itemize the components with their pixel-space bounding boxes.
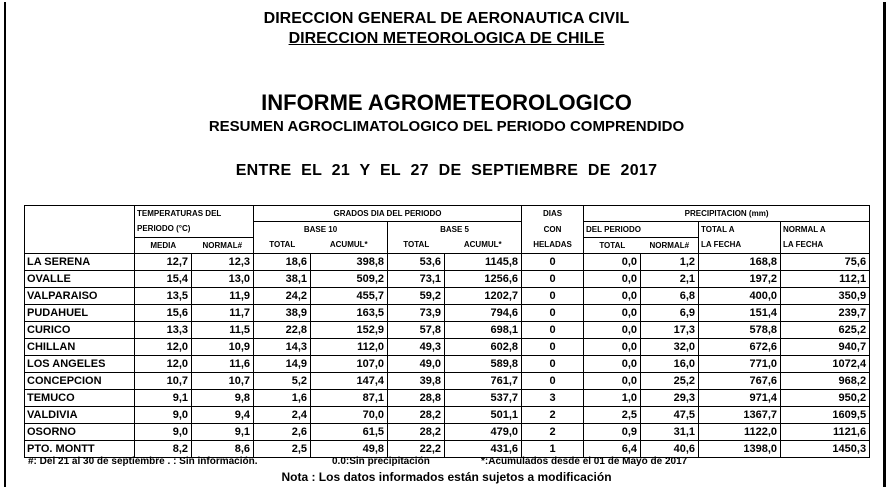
header-precip-normal: NORMAL# [641, 238, 699, 254]
header-frost-line3: HELADAS [522, 238, 584, 254]
base5-acumul-cell: 794,6 [445, 305, 522, 322]
table-row [25, 339, 870, 356]
frost-days-cell: 0 [522, 288, 584, 305]
normal-a-la-fecha-cell: 1609,5 [781, 407, 870, 424]
header-base10: BASE 10 [254, 222, 388, 238]
temp-media-cell: 9,0 [135, 407, 192, 424]
base10-acumul-cell: 49,8 [311, 441, 388, 458]
base5-acumul-cell: 501,1 [445, 407, 522, 424]
temp-normal-cell: 11,6 [192, 356, 254, 373]
header-base5: BASE 5 [388, 222, 522, 238]
temp-normal-cell: 11,9 [192, 288, 254, 305]
header-del-periodo: DEL PERIODO [584, 222, 699, 238]
header-temp-media: MEDIA [135, 238, 192, 254]
base10-total-cell: 24,2 [254, 288, 311, 305]
table-row [25, 254, 870, 271]
legend-accumulated-note: *:Acumulados desde el 01 de Mayo de 2017 [481, 456, 688, 467]
temp-media-cell: 9,1 [135, 390, 192, 407]
table-row [25, 390, 870, 407]
base5-acumul-cell: 589,8 [445, 356, 522, 373]
base10-total-cell: 38,1 [254, 271, 311, 288]
precip-normal-cell: 16,0 [641, 356, 699, 373]
precip-total-cell: 0,0 [584, 373, 641, 390]
station-name-cell: OSORNO [25, 424, 135, 441]
temp-normal-cell: 8,6 [192, 441, 254, 458]
temp-normal-cell: 11,5 [192, 322, 254, 339]
base10-total-cell: 38,9 [254, 305, 311, 322]
base5-total-cell: 28,8 [388, 390, 445, 407]
header-base10-total: TOTAL [269, 240, 296, 250]
header-base5-acumul: ACUMUL* [445, 238, 522, 254]
precip-total-cell: 1,0 [584, 390, 641, 407]
base5-total-cell: 28,2 [388, 424, 445, 441]
table-row [25, 441, 870, 458]
temp-normal-cell: 12,3 [192, 254, 254, 271]
base5-total-cell: 49,3 [388, 339, 445, 356]
normal-a-la-fecha-cell: 968,2 [781, 373, 870, 390]
base10-total-cell: 2,4 [254, 407, 311, 424]
frost-days-cell: 3 [522, 390, 584, 407]
legend-no-precip-note: 0.0:Sin precipitación [332, 456, 430, 467]
temp-media-cell: 10,7 [135, 373, 192, 390]
total-a-la-fecha-cell: 1367,7 [699, 407, 781, 424]
temp-media-cell: 12,7 [135, 254, 192, 271]
station-name-cell: CONCEPCION [25, 373, 135, 390]
precip-total-cell: 0,0 [584, 254, 641, 271]
base10-total-cell: 2,5 [254, 441, 311, 458]
frost-days-cell: 0 [522, 305, 584, 322]
header-la-fecha-2: LA FECHA [781, 238, 870, 254]
report-period: ENTRE EL 21 Y EL 27 DE SEPTIEMBRE DE 2017 [235, 162, 658, 179]
precip-total-cell: 0,9 [584, 424, 641, 441]
header-base5-total: TOTAL [403, 240, 430, 250]
base5-total-cell: 57,8 [388, 322, 445, 339]
total-a-la-fecha-cell: 1122,0 [699, 424, 781, 441]
table-row [25, 322, 870, 339]
base10-acumul-cell: 152,9 [311, 322, 388, 339]
base10-acumul-cell: 112,0 [311, 339, 388, 356]
base5-acumul-cell: 1256,6 [445, 271, 522, 288]
base5-total-cell: 49,0 [388, 356, 445, 373]
table-row [25, 271, 870, 288]
frost-days-cell: 1 [522, 441, 584, 458]
base10-total-cell: 2,6 [254, 424, 311, 441]
precip-normal-cell: 17,3 [641, 322, 699, 339]
base10-acumul-cell: 509,2 [311, 271, 388, 288]
base5-total-cell: 22,2 [388, 441, 445, 458]
precip-total-cell: 2,5 [584, 407, 641, 424]
legend-normal-note: #: Del 21 al 30 de septiembre . : Sin información. [28, 456, 258, 467]
precip-normal-cell: 31,1 [641, 424, 699, 441]
base10-acumul-cell: 107,0 [311, 356, 388, 373]
total-a-la-fecha-cell: 971,4 [699, 390, 781, 407]
station-name-cell: LOS ANGELES [25, 356, 135, 373]
temp-normal-cell: 10,9 [192, 339, 254, 356]
base5-acumul-cell: 602,8 [445, 339, 522, 356]
precip-normal-cell: 1,2 [641, 254, 699, 271]
base10-total-cell: 18,6 [254, 254, 311, 271]
temp-media-cell: 12,0 [135, 339, 192, 356]
station-name-cell: VALPARAISO [25, 288, 135, 305]
base10-acumul-cell: 70,0 [311, 407, 388, 424]
header-total-a: TOTAL A [699, 222, 781, 238]
normal-a-la-fecha-cell: 1072,4 [781, 356, 870, 373]
normal-a-la-fecha-cell: 1121,6 [781, 424, 870, 441]
total-a-la-fecha-cell: 767,6 [699, 373, 781, 390]
organization-subname: DIRECCION METEOROLOGICA DE CHILE [288, 30, 605, 47]
agro-summary-table [24, 205, 870, 458]
table-header [25, 206, 870, 254]
base10-acumul-cell: 455,7 [311, 288, 388, 305]
disclaimer-note: Nota : Los datos informados están sujetos a modificación [281, 470, 612, 484]
temp-normal-cell: 13,0 [192, 271, 254, 288]
station-name-cell: OVALLE [25, 271, 135, 288]
total-a-la-fecha-cell: 771,0 [699, 356, 781, 373]
header-la-fecha-1: LA FECHA [699, 238, 781, 254]
table-row [25, 407, 870, 424]
normal-a-la-fecha-cell: 950,2 [781, 390, 870, 407]
base10-total-cell: 5,2 [254, 373, 311, 390]
temp-media-cell: 13,3 [135, 322, 192, 339]
precip-normal-cell: 6,9 [641, 305, 699, 322]
temp-normal-cell: 9,8 [192, 390, 254, 407]
precip-normal-cell: 47,5 [641, 407, 699, 424]
frost-days-cell: 2 [522, 407, 584, 424]
table-body [25, 254, 870, 458]
header-frost-line2: CON [522, 222, 584, 238]
precip-normal-cell: 29,3 [641, 390, 699, 407]
base5-total-cell: 73,9 [388, 305, 445, 322]
total-a-la-fecha-cell: 578,8 [699, 322, 781, 339]
base5-total-cell: 73,1 [388, 271, 445, 288]
total-a-la-fecha-cell: 168,8 [699, 254, 781, 271]
precip-total-cell: 0,0 [584, 271, 641, 288]
station-name-cell: CHILLAN [25, 339, 135, 356]
station-name-cell: TEMUCO [25, 390, 135, 407]
normal-a-la-fecha-cell: 75,6 [781, 254, 870, 271]
normal-a-la-fecha-cell: 350,9 [781, 288, 870, 305]
precip-total-cell: 0,0 [584, 339, 641, 356]
base10-total-cell: 1,6 [254, 390, 311, 407]
normal-a-la-fecha-cell: 625,2 [781, 322, 870, 339]
table-row [25, 288, 870, 305]
frost-days-cell: 2 [522, 424, 584, 441]
precip-normal-cell: 2,1 [641, 271, 699, 288]
station-name-cell: VALDIVIA [25, 407, 135, 424]
base5-total-cell: 59,2 [388, 288, 445, 305]
header-degree-days: GRADOS DIA DEL PERIODO [254, 206, 522, 222]
base10-acumul-cell: 87,1 [311, 390, 388, 407]
total-a-la-fecha-cell: 400,0 [699, 288, 781, 305]
base10-total-cell: 14,9 [254, 356, 311, 373]
base10-acumul-cell: 147,4 [311, 373, 388, 390]
base5-acumul-cell: 1145,8 [445, 254, 522, 271]
header-temp-normal: NORMAL# [192, 238, 254, 254]
report-subtitle: RESUMEN AGROCLIMATOLOGICO DEL PERIODO COMPRENDIDO [208, 118, 685, 135]
precip-total-cell: 0,0 [584, 288, 641, 305]
header-precip-total: TOTAL [584, 238, 641, 254]
base5-total-cell: 28,2 [388, 407, 445, 424]
base10-total-cell: 14,3 [254, 339, 311, 356]
normal-a-la-fecha-cell: 940,7 [781, 339, 870, 356]
temp-media-cell: 8,2 [135, 441, 192, 458]
base10-acumul-cell: 163,5 [311, 305, 388, 322]
frost-days-cell: 0 [522, 339, 584, 356]
base5-acumul-cell: 698,1 [445, 322, 522, 339]
total-a-la-fecha-cell: 672,6 [699, 339, 781, 356]
base5-acumul-cell: 479,0 [445, 424, 522, 441]
temp-normal-cell: 11,7 [192, 305, 254, 322]
header-frost-line1: DIAS [522, 206, 584, 222]
precip-total-cell: 0,0 [584, 322, 641, 339]
temp-normal-cell: 9,1 [192, 424, 254, 441]
normal-a-la-fecha-cell: 239,7 [781, 305, 870, 322]
header-precipitation: PRECIPITACION (mm) [584, 206, 870, 222]
table-row [25, 305, 870, 322]
base5-acumul-cell: 431,6 [445, 441, 522, 458]
precip-total-cell: 6,4 [584, 441, 641, 458]
total-a-la-fecha-cell: 1398,0 [699, 441, 781, 458]
base5-acumul-cell: 761,7 [445, 373, 522, 390]
base10-acumul-cell: 398,8 [311, 254, 388, 271]
total-a-la-fecha-cell: 197,2 [699, 271, 781, 288]
header-temp-line1: TEMPERATURAS DEL [135, 206, 254, 222]
base10-total-cell: 22,8 [254, 322, 311, 339]
station-name-cell: CURICO [25, 322, 135, 339]
base5-total-cell: 53,6 [388, 254, 445, 271]
table-row [25, 356, 870, 373]
precip-total-cell: 0,0 [584, 305, 641, 322]
precip-normal-cell: 40,6 [641, 441, 699, 458]
table-row [25, 373, 870, 390]
temp-media-cell: 15,4 [135, 271, 192, 288]
normal-a-la-fecha-cell: 1450,3 [781, 441, 870, 458]
normal-a-la-fecha-cell: 112,1 [781, 271, 870, 288]
temp-media-cell: 12,0 [135, 356, 192, 373]
header-normal-a: NORMAL A [781, 222, 870, 238]
base5-acumul-cell: 537,7 [445, 390, 522, 407]
base10-acumul-cell: 61,5 [311, 424, 388, 441]
temp-media-cell: 9,0 [135, 424, 192, 441]
table-row [25, 424, 870, 441]
temp-media-cell: 13,5 [135, 288, 192, 305]
precip-total-cell: 0,0 [584, 356, 641, 373]
total-a-la-fecha-cell: 151,4 [699, 305, 781, 322]
station-name-cell: PTO. MONTT [25, 441, 135, 458]
temp-media-cell: 15,6 [135, 305, 192, 322]
frost-days-cell: 0 [522, 271, 584, 288]
frost-days-cell: 0 [522, 373, 584, 390]
frost-days-cell: 0 [522, 322, 584, 339]
station-name-cell: LA SERENA [25, 254, 135, 271]
base5-total-cell: 39,8 [388, 373, 445, 390]
base5-acumul-cell: 1202,7 [445, 288, 522, 305]
temp-normal-cell: 10,7 [192, 373, 254, 390]
header-base10-acumul: ACUMUL* [311, 238, 388, 254]
precip-normal-cell: 6,8 [641, 288, 699, 305]
temp-normal-cell: 9,4 [192, 407, 254, 424]
precip-normal-cell: 25,2 [641, 373, 699, 390]
report-title: INFORME AGROMETEOROLOGICO [261, 90, 632, 115]
precip-normal-cell: 32,0 [641, 339, 699, 356]
frost-days-cell: 0 [522, 356, 584, 373]
station-name-cell: PUDAHUEL [25, 305, 135, 322]
organization-name: DIRECCION GENERAL DE AERONAUTICA CIVIL [263, 10, 630, 27]
header-temp-line2: PERIODO (°C) [137, 224, 191, 234]
frost-days-cell: 0 [522, 254, 584, 271]
